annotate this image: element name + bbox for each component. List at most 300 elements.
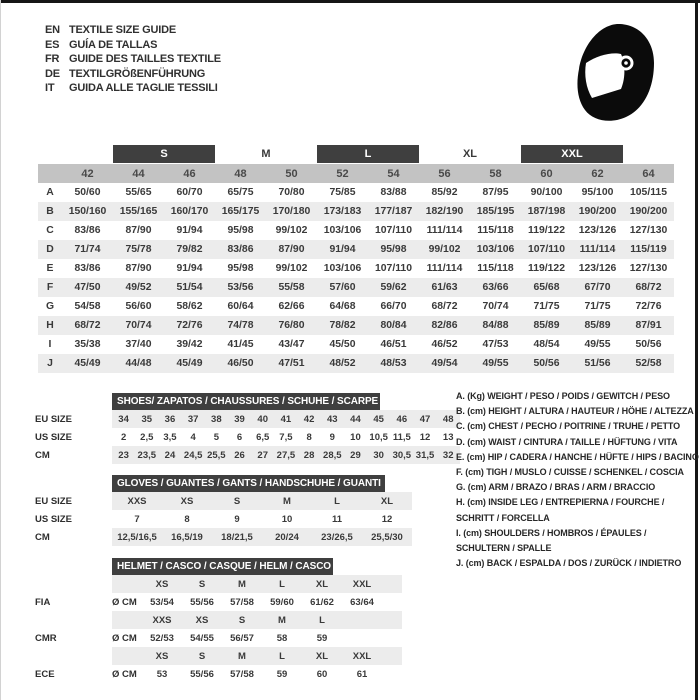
size-column-header: 56 — [438, 167, 451, 180]
measure-value: 91/94 — [176, 225, 203, 236]
size-column-header: 58 — [489, 167, 502, 180]
measure-value: 70/80 — [278, 187, 305, 198]
helmet-size-labels — [112, 575, 402, 593]
cell-value: 37 — [187, 413, 199, 425]
cell-value: 5 — [213, 431, 219, 443]
helmet-size-label: L — [279, 650, 285, 662]
cell-value: 6 — [236, 431, 243, 443]
size-group-XXL: XXL — [521, 145, 623, 163]
legend-line: D. (cm) WAIST / CINTURA / TAILLE / HÜFTUNG / VITA — [456, 436, 678, 447]
cell-value: 2 — [120, 431, 127, 443]
cell-value: 12 — [419, 431, 431, 443]
measure-value: 71/75 — [533, 301, 560, 312]
cell-value: 27 — [257, 449, 268, 461]
legend-line: E. (cm) HIP / CADERA / HANCHE / HÜFTE / HIPS / BACINO — [456, 451, 699, 462]
legend-line: C. (cm) CHEST / PECHO / POITRINE / TRUHE / PETTO — [456, 421, 681, 432]
measure-value: 70/74 — [482, 301, 509, 312]
frame-top-border — [0, 0, 700, 3]
cell-value: 16,5/19 — [171, 531, 203, 543]
measure-value: 91/94 — [176, 263, 203, 274]
cell-value: 25,5 — [207, 449, 226, 461]
measure-value: 68/72 — [431, 301, 458, 312]
measure-value: 119/122 — [528, 263, 565, 274]
measure-value: 66/70 — [380, 301, 407, 312]
measure-value: 45/50 — [329, 339, 356, 350]
legend-line: G. (cm) ARM / BRAZO / BRAS / ARM / BRACCIO — [456, 482, 656, 493]
cell-value: 43 — [326, 413, 338, 425]
shoes-size-table — [35, 393, 460, 464]
row-label: US SIZE — [35, 513, 72, 525]
measure-value: 187/198 — [527, 206, 566, 217]
measure-value: 45/49 — [74, 358, 101, 369]
row-label-spacer — [35, 611, 112, 629]
row-letter: I — [48, 339, 52, 350]
cell-value: 35 — [141, 413, 153, 425]
measure-value: 83/86 — [74, 225, 101, 236]
gloves-size-table — [35, 475, 412, 546]
legend-line: A. (Kg) WEIGHT / PESO / POIDS / GEWITCH / PESO — [456, 391, 670, 401]
helmet-size-label-row — [35, 611, 402, 629]
row-letter: J — [47, 358, 53, 369]
measure-value: 190/200 — [629, 206, 668, 217]
measure-value: 107/110 — [375, 225, 412, 236]
measure-value: 63/66 — [482, 282, 509, 293]
language-code: ES — [45, 38, 60, 51]
size-group-S: S — [113, 145, 215, 163]
measure-value: 50/56 — [635, 339, 662, 350]
helmet-size-label: XXS — [152, 614, 172, 626]
language-code: IT — [45, 82, 55, 95]
measure-value: 45/49 — [176, 358, 203, 369]
cell-value: 28,5 — [323, 449, 342, 461]
measure-value: 71/75 — [584, 301, 611, 312]
numeric-size-header-row — [38, 164, 674, 183]
helmet-data-row — [35, 629, 402, 647]
textile-size-table — [38, 145, 674, 373]
measure-value: 61/63 — [431, 282, 458, 293]
helmet-value: 61/62 — [310, 596, 334, 608]
helmet-size-label: M — [238, 578, 246, 590]
helmet-size-label: M — [238, 650, 246, 662]
helmet-value: 55/56 — [190, 596, 214, 608]
size-column-header: 64 — [642, 167, 655, 180]
size-group-L: L — [317, 145, 419, 163]
cell-value: L — [334, 495, 340, 507]
measure-value: 46/51 — [380, 339, 407, 350]
cell-value: 24,5 — [183, 449, 203, 461]
size-column-header: 54 — [387, 167, 400, 180]
legend-line: B. (cm) HEIGHT / ALTURA / HAUTEUR / HÖHE / ALTEZZA — [456, 406, 694, 417]
measure-value: 87/90 — [125, 263, 152, 274]
helmet-size-table — [35, 558, 402, 683]
letter-spacer — [38, 164, 62, 183]
measure-value: 49/52 — [125, 282, 152, 293]
measure-value: 91/94 — [329, 244, 356, 255]
helmet-value: 59 — [316, 632, 328, 644]
measure-value: 170/180 — [272, 206, 311, 217]
helmet-size-label: L — [319, 614, 325, 626]
measure-value: 52/58 — [635, 358, 662, 369]
cell-value: XXS — [127, 495, 147, 507]
cell-value: 26 — [234, 449, 245, 461]
cell-value: 39 — [234, 413, 245, 425]
row-label: EU SIZE — [35, 413, 72, 425]
helmet-value: 55/56 — [190, 668, 214, 680]
measure-value: 48/52 — [329, 358, 356, 369]
measure-value: 74/78 — [227, 320, 254, 331]
measure-value: 123/126 — [578, 263, 617, 274]
language-row — [45, 52, 221, 67]
size-group-header-row — [38, 145, 674, 164]
measure-value: 87/95 — [482, 187, 509, 198]
table-row — [35, 510, 412, 528]
cell-value: 8 — [184, 513, 190, 525]
measure-row-H — [38, 316, 674, 335]
row-letter: C — [46, 225, 54, 236]
row-label-spacer — [35, 647, 112, 665]
helmet-value: 63/64 — [350, 596, 374, 608]
row-letter: H — [46, 320, 54, 331]
measure-value: 64/68 — [329, 301, 356, 312]
measure-value: 173/183 — [323, 206, 362, 217]
measure-value: 119/122 — [528, 225, 565, 236]
cell-value: 30,5 — [392, 449, 412, 461]
measure-value: 123/126 — [578, 225, 617, 236]
helmet-data-row — [35, 593, 402, 611]
language-code: FR — [45, 53, 60, 66]
helmet-size-label-row — [35, 575, 402, 593]
cell-value: 13 — [442, 431, 454, 443]
helmet-size-label: XL — [315, 650, 329, 662]
measurement-legend — [456, 389, 700, 571]
language-label: GUÍA DE TALLAS — [69, 38, 158, 51]
size-column-header: 52 — [336, 167, 349, 180]
cell-value: XS — [180, 495, 194, 507]
measure-value: 50/60 — [74, 187, 101, 198]
helmet-size-label-row — [35, 647, 402, 665]
cell-value: 24 — [164, 449, 176, 461]
cell-value: 44 — [350, 413, 361, 425]
standard-values — [112, 629, 402, 647]
row-label: CM — [35, 531, 50, 543]
measure-value: 49/55 — [482, 358, 509, 369]
cell-value: 9 — [329, 431, 335, 443]
helmet-size-label: M — [278, 614, 286, 626]
row-letter: A — [46, 187, 54, 198]
measure-value: 76/80 — [278, 320, 305, 331]
measure-value: 39/42 — [176, 339, 203, 350]
measure-value: 65/68 — [533, 282, 560, 293]
cell-value: 46 — [396, 413, 408, 425]
row-label: US SIZE — [35, 431, 72, 443]
helmet-size-label: XL — [315, 578, 329, 590]
diameter-unit-label: Ø CM — [112, 596, 137, 608]
cell-value: 10 — [281, 513, 293, 525]
cell-value: 29 — [350, 449, 361, 461]
row-values — [112, 410, 460, 428]
row-letter: B — [46, 206, 54, 217]
language-label: TEXTILE SIZE GUIDE — [69, 24, 177, 36]
row-label: EU SIZE — [35, 495, 72, 507]
measure-value: 78/82 — [329, 320, 356, 331]
measure-row-J — [38, 354, 674, 373]
measure-value: 95/98 — [227, 225, 254, 236]
row-letter: G — [45, 301, 55, 312]
standard-label: FIA — [35, 596, 51, 608]
cell-value: 7 — [134, 513, 140, 525]
row-label-spacer — [35, 575, 112, 593]
row-values — [112, 528, 412, 546]
helmet-value: 60 — [316, 668, 328, 680]
helmet-value: 59 — [276, 668, 288, 680]
helmet-size-label: S — [198, 650, 206, 662]
measure-value: 155/165 — [119, 206, 158, 217]
measure-value: 85/89 — [584, 320, 611, 331]
measure-value: 185/195 — [476, 206, 515, 217]
measure-row-B — [38, 202, 674, 221]
measure-value: 83/86 — [227, 244, 254, 255]
cell-value: 40 — [257, 413, 268, 425]
diameter-unit-label: Ø CM — [112, 668, 137, 680]
measure-value: 111/114 — [426, 263, 463, 274]
cell-value: 23 — [118, 449, 129, 461]
standard-label: ECE — [35, 668, 55, 680]
measure-value: 47/50 — [74, 282, 101, 293]
table-row — [35, 428, 460, 446]
measure-value: 182/190 — [425, 206, 464, 217]
measure-value: 87/90 — [278, 244, 305, 255]
cell-value: 48 — [442, 413, 454, 425]
helmet-size-label: XXL — [352, 650, 372, 662]
measure-value: 65/75 — [227, 187, 254, 198]
helmet-size-label: XXL — [352, 578, 372, 590]
cell-value: 38 — [211, 413, 222, 425]
standard-label: CMR — [35, 632, 57, 644]
row-values — [112, 492, 412, 510]
measure-value: 48/53 — [380, 358, 407, 369]
measure-value: 83/86 — [74, 263, 101, 274]
helmet-data-row — [35, 665, 402, 683]
legend-line: SCHULTERN / SPALLE — [456, 543, 552, 554]
measure-value: 75/78 — [125, 244, 152, 255]
helmet-value: 56/57 — [230, 632, 254, 644]
cell-value: 45 — [373, 413, 384, 425]
measure-value: 35/38 — [74, 339, 101, 350]
size-column-header: 62 — [591, 167, 604, 180]
cell-value: 9 — [234, 513, 240, 525]
cell-value: 28 — [303, 449, 315, 461]
measure-value: 60/70 — [176, 187, 203, 198]
language-code: EN — [45, 24, 60, 36]
measure-value: 70/74 — [125, 320, 152, 331]
cell-value: 27,5 — [276, 449, 296, 461]
measure-value: 46/52 — [431, 339, 458, 350]
measure-value: 87/91 — [635, 320, 662, 331]
cell-value: 31,5 — [415, 449, 435, 461]
language-code: DE — [45, 67, 60, 80]
legend-line: SCHRITT / FORCELLA — [456, 512, 550, 523]
helmet-value: 53/54 — [150, 596, 174, 608]
language-label: GUIDA ALLE TAGLIE TESSILI — [69, 82, 218, 95]
measure-value: 55/65 — [125, 187, 152, 198]
measure-value: 72/76 — [635, 301, 662, 312]
cell-value: 6,5 — [256, 431, 270, 443]
helmet-rows — [35, 575, 402, 683]
helmet-value: 59/60 — [270, 596, 294, 608]
measure-value: 107/110 — [528, 244, 565, 255]
measure-value: 37/40 — [125, 339, 152, 350]
measure-value: 83/88 — [380, 187, 407, 198]
helmet-size-label: S — [238, 614, 246, 626]
measure-value: 47/53 — [482, 339, 509, 350]
cell-value: 10,5 — [369, 431, 388, 443]
measure-value: 51/56 — [584, 358, 611, 369]
helmet-size-labels — [112, 647, 402, 665]
table-row — [35, 410, 460, 428]
helmet-size-label: S — [198, 578, 206, 590]
measure-value: 58/62 — [176, 301, 203, 312]
measure-value: 68/72 — [74, 320, 101, 331]
cell-value: M — [283, 495, 291, 507]
measure-value: 71/74 — [74, 244, 101, 255]
language-row — [45, 23, 221, 38]
cell-value: 3,5 — [163, 431, 177, 443]
legend-line: H. (cm) INSIDE LEG / ENTREPIERNA / FOURCHE / — [456, 497, 665, 508]
cell-value: 12,5/16,5 — [117, 531, 157, 543]
measure-value: 103/106 — [476, 244, 515, 255]
measure-value: 51/54 — [176, 282, 203, 293]
frame-right-border — [695, 0, 698, 700]
measure-value: 41/45 — [227, 339, 254, 350]
measure-value: 62/66 — [278, 301, 305, 312]
row-letter: D — [46, 244, 54, 255]
measure-value: 60/64 — [227, 301, 254, 312]
measurement-rows — [38, 183, 674, 373]
measure-value: 177/187 — [374, 206, 413, 217]
shoes-table-title: SHOES/ ZAPATOS / CHAUSSURES / SCHUHE / SCARPE — [112, 393, 380, 410]
language-row — [45, 81, 221, 96]
measure-value: 95/98 — [380, 244, 407, 255]
helmet-size-label: XS — [195, 614, 209, 626]
measure-value: 99/102 — [275, 225, 308, 236]
helmet-value: 52/53 — [150, 632, 174, 644]
row-values — [112, 446, 460, 464]
measure-value: 48/54 — [533, 339, 560, 350]
measure-value: 75/85 — [329, 187, 356, 198]
measure-value: 47/51 — [278, 358, 305, 369]
measure-value: 80/84 — [380, 320, 407, 331]
cell-value: XL — [380, 495, 394, 507]
legend-line: I. (cm) SHOULDERS / HOMBROS / ÉPAULES / — [456, 527, 647, 538]
cell-value: 2,5 — [140, 431, 154, 443]
table-row — [35, 528, 412, 546]
helmet-size-label: XS — [155, 578, 169, 590]
size-column-header: 50 — [285, 167, 298, 180]
measure-row-I — [38, 335, 674, 354]
row-letter: F — [46, 282, 54, 293]
size-column-header: 46 — [183, 167, 196, 180]
measure-row-C — [38, 221, 674, 240]
measure-value: 56/60 — [125, 301, 152, 312]
gloves-rows — [35, 492, 412, 546]
cell-value: 41 — [280, 413, 292, 425]
measure-value: 68/72 — [635, 282, 662, 293]
language-title-list — [45, 23, 221, 96]
measure-row-G — [38, 297, 674, 316]
table-row — [35, 446, 460, 464]
measure-value: 67/70 — [584, 282, 611, 293]
measure-value: 127/130 — [629, 263, 668, 274]
cell-value: 12 — [381, 513, 393, 525]
measure-value: 57/60 — [329, 282, 356, 293]
size-column-header: 48 — [234, 167, 247, 180]
size-column-header: 44 — [132, 167, 145, 180]
measure-value: 105/115 — [630, 187, 667, 198]
measure-value: 43/47 — [278, 339, 305, 350]
row-letter: E — [46, 263, 54, 274]
measure-value: 115/118 — [477, 263, 514, 274]
table-row — [35, 492, 412, 510]
cell-value: 8 — [306, 431, 312, 443]
measure-value: 95/100 — [581, 187, 614, 198]
measure-row-F — [38, 278, 674, 297]
measure-value: 111/114 — [579, 244, 616, 255]
size-group-M: M — [261, 148, 271, 160]
shoes-rows — [35, 410, 460, 464]
size-group-XL: XL — [462, 148, 478, 160]
gloves-table-title: GLOVES / GUANTES / GANTS / HANDSCHUHE / GUANTI — [112, 475, 385, 492]
cell-value: 7,5 — [279, 431, 293, 443]
measure-value: 90/100 — [530, 187, 563, 198]
helmet-size-label: L — [279, 578, 285, 590]
racing-helmet-icon — [573, 22, 658, 123]
measure-value: 53/56 — [227, 282, 254, 293]
measure-value: 85/89 — [533, 320, 560, 331]
measure-value: 165/175 — [221, 206, 260, 217]
measure-value: 50/56 — [533, 358, 560, 369]
standard-values — [112, 593, 402, 611]
measure-value: 84/88 — [482, 320, 509, 331]
measure-value: 72/76 — [176, 320, 203, 331]
legend-line: J. (cm) BACK / ESPALDA / DOS / ZURÜCK / INDIETRO — [456, 558, 682, 569]
measure-value: 103/106 — [323, 263, 362, 274]
measure-value: 85/92 — [431, 187, 458, 198]
language-label: TEXTILGRÖßENFÜHRUNG — [69, 67, 206, 80]
language-label: GUIDE DES TAILLES TEXTILE — [69, 53, 221, 66]
row-values — [112, 428, 460, 446]
measure-value: 190/200 — [578, 206, 617, 217]
cell-value: S — [233, 495, 241, 507]
helmet-table-title: HELMET / CASCO / CASQUE / HELM / CASCO — [112, 558, 333, 575]
measure-value: 49/55 — [584, 339, 611, 350]
cell-value: 11 — [331, 513, 343, 525]
standard-values — [112, 665, 402, 683]
measure-value: 103/106 — [323, 225, 362, 236]
helmet-value: 54/55 — [190, 632, 214, 644]
helmet-size-label: XS — [155, 650, 169, 662]
helmet-value: 57/58 — [230, 668, 254, 680]
measure-value: 115/118 — [477, 225, 514, 236]
cell-value: 36 — [164, 413, 176, 425]
cell-value: 23,5 — [137, 449, 157, 461]
measure-value: 95/98 — [227, 263, 254, 274]
helmet-value: 58 — [276, 632, 288, 644]
helmet-value: 61 — [356, 668, 368, 680]
cell-value: 25,5/30 — [371, 531, 403, 543]
measure-row-E — [38, 259, 674, 278]
measure-value: 59/62 — [380, 282, 407, 293]
size-column-header: 42 — [81, 167, 94, 180]
